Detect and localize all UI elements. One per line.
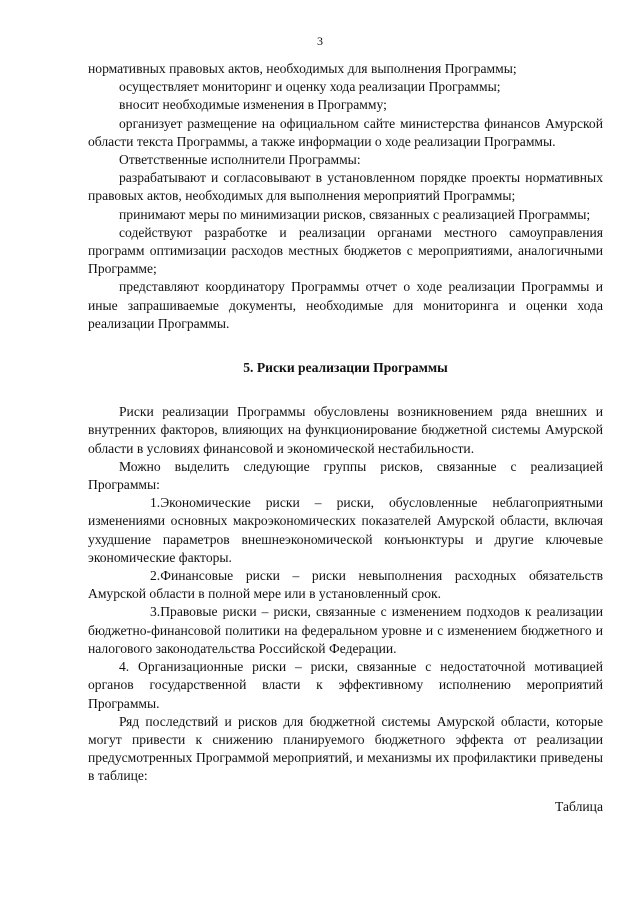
- risk-item: [88, 603, 603, 658]
- risk-item: [88, 567, 603, 603]
- paragraph: содействуют разработке и реализации органами местного самоуправления программ оптимизации расходов местных бюджетов с мероприятиями, аналогичными Программе;: [88, 224, 603, 277]
- risk-item-text: Организационные риски – риски, связанные с недостаточной мотивацией органов государственной власти к эффективному исполнению мероприятий Программы.: [88, 659, 603, 711]
- risk-item-text: Финансовые риски – риски невыполнения расходных обязательств Амурской области в полной мере или в установленный срок.: [88, 568, 603, 602]
- section-heading: 5. Риски реализации Программы: [243, 360, 448, 376]
- paragraph: организует размещение на официальном сайте министерства финансов Амурской области текста Программы, а также информации о ходе реализации Программы.: [88, 115, 603, 149]
- paragraph: разрабатывают и согласовывают в установленном порядке проекты нормативных правовых актов, необходимых для выполнения мероприятий Программы;: [88, 170, 603, 204]
- risk-item-number: 3.: [150, 604, 161, 620]
- paragraph: представляют координатору Программы отчет о ходе реализации Программы и иные запрашиваемые документы, необходимые для мониторинга и оценки хода реализации Программы.: [88, 279, 603, 331]
- paragraph: Ответственные исполнители Программы:: [119, 152, 361, 168]
- risk-item-number: 1.: [150, 495, 161, 511]
- paragraph: осуществляет мониторинг и оценку хода реализации Программы;: [119, 79, 501, 95]
- page-content: [88, 60, 603, 816]
- risk-item-text: Экономические риски – риски, обусловленные неблагоприятными изменениями основных макроэкономических показателей Амурской области, включая ухудшение параметров внешнеэкономической конъюнктуры и другие ключевые экономические факторы.: [88, 495, 603, 565]
- paragraph: нормативных правовых актов, необходимых для выполнения Программы;: [88, 61, 517, 76]
- paragraph: вносит необходимые изменения в Программу;: [119, 97, 387, 113]
- paragraph: Можно выделить следующие группы рисков, связанные с реализацией Программы:: [88, 458, 603, 493]
- risk-item-number: 4.: [119, 659, 130, 675]
- risk-item-text: Правовые риски – риски, связанные с изменением подходов к реализации бюджетно-финансовой политики на федеральном уровне и с изменением бюджетного и налогового законодательства Российской Федерации.: [88, 604, 603, 656]
- risk-item: [88, 494, 603, 567]
- paragraph: Ряд последствий и рисков для бюджетной системы Амурской области, которые могут привести к снижению планируемого бюджетного эффекта от реализации предусмотренных Программой мероприятий, и механизмы их профилактики приведены в таблице:: [88, 713, 603, 784]
- page-number: 3: [317, 34, 323, 48]
- paragraph: Риски реализации Программы обусловлены возникновением ряда внешних и внутренних факторов, влияющих на функционирование бюджетной системы Амурской области в условиях финансовой и экономической нестабильности.: [88, 404, 603, 456]
- risk-item: [88, 658, 603, 713]
- table-label: Таблица: [555, 798, 603, 814]
- risk-item-number: 2.: [150, 568, 161, 584]
- paragraph: принимают меры по минимизации рисков, связанных с реализацией Программы;: [119, 206, 591, 222]
